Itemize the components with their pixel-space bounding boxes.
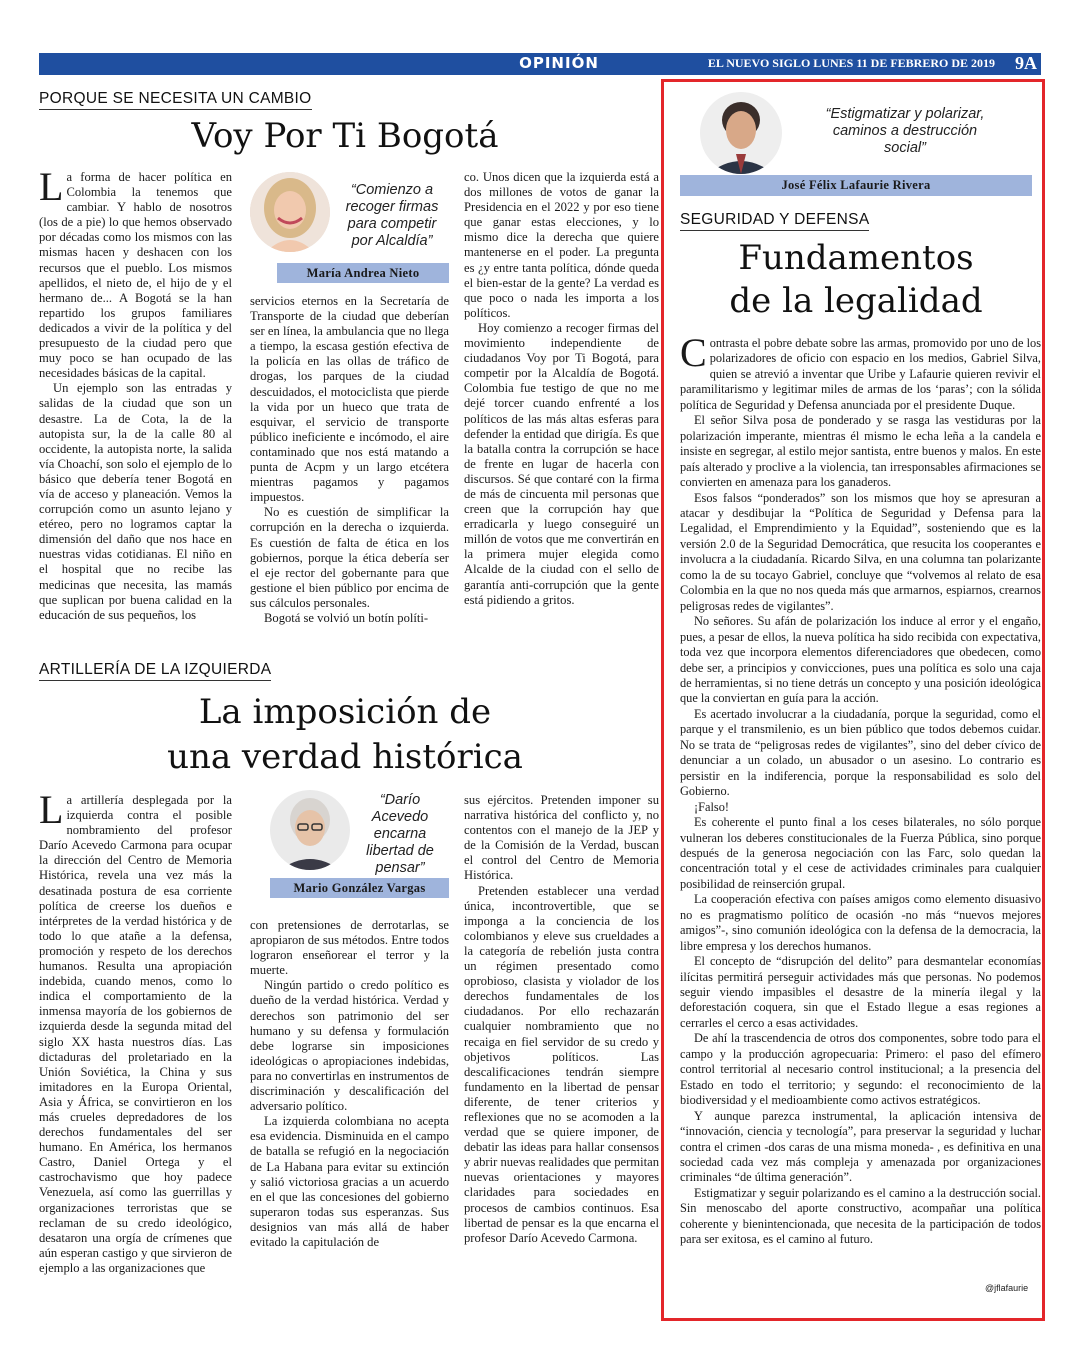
page-header-bar: [39, 53, 1041, 75]
article1-column-2: [250, 294, 449, 626]
article1-author-name: María Andrea Nieto: [277, 263, 449, 283]
article2-title-line1: La imposición de: [198, 692, 492, 732]
article2-author-name: Mario González Vargas: [270, 878, 449, 898]
paragraph: El concepto de “disrupción del delito” para desmantelar economías ilícitas permitirá perseguir actividades más que personas. No podemos seguir viendo impasibles el desastre de la minería ilegal y la deforestación coquera, sin que el Estado llegue a esas regiones a cerrarles el cerco a esas actividades.: [680, 954, 1041, 1030]
paragraph: La izquierda colombiana no acepta esa evidencia. Disminuida en el campo de batalla se refugió en la negociación de La Habana para evitar su extinción y salió victoriosa gracias a un acuerdo en el que las concesiones del gobierno superaron todas sus esperanzas. Sus designios van más allá de haber evitado la capitulación de: [250, 1114, 449, 1249]
article3-quote: “Estigmatizar y polarizar, caminos a destrucción social”: [825, 106, 985, 156]
paragraph: con pretensiones de derrotarlas, se apropiaron de sus métodos. Entre todos lograron enseñorear el terror y la muerte.: [250, 918, 449, 978]
article3-kicker: SEGURIDAD Y DEFENSA: [680, 211, 869, 231]
paragraph: El señor Silva posa de ponderado y se rasga las vestiduras por la polarización imperante, mientras él mismo le echa leña a la candela e insiste en segregar, al estilo mejor santista, entre buenos y malos. En este país alterado y proclive a la violencia, tan irresponsables afirmaciones se convierten en amenaza para los ganaderos.: [680, 413, 1041, 490]
article2-kicker: ARTILLERÍA DE LA IZQUIERDA: [39, 661, 271, 681]
article3-author-name: José Félix Lafaurie Rivera: [680, 175, 1032, 196]
article2-column-3: [464, 793, 659, 1246]
paragraph: La cooperación efectiva con países amigos como elemento disuasivo no es pragmatismo político de ocasión -no más “nuevos mejores amigos”-, sino comunión ideológica con la defensa de la democracia, la libre empresa y los derechos humanos.: [680, 892, 1041, 953]
paragraph: Bogotá se volvió un botín políti-: [264, 610, 429, 625]
dropcap: C: [680, 330, 707, 375]
paragraph: Ningún partido o credo político es dueño de la verdad histórica. Verdad y derechos son patrimonio del ser humano y su defensa y formulación debe lograrse sin imposiciones ideológicas o apropiaciones indebidas, para no convertirlas en instrumentos de discriminación y descalificación del adversario político.: [250, 978, 449, 1114]
paragraph: Es acertado involucrar a la ciudadanía, porque la seguridad, como el parque y el transmilenio, es un bien público que todos debemos cuidar. No se trata de “peligrosas redes de vigilantes”, sino del deber cívico de denunciar a un colado, un abusador o un asesino. Lo contrario es persistir en la indiferencia, porque la responsabilidad es solo del Gobierno.: [680, 706, 1041, 799]
paragraph: Esos falsos “ponderados” son los mismos que hoy se apresuran a atacar y desdibujar la “Política de Seguridad y Defensa para la Legalidad, el Emprendimiento y la Equidad”, sosteniendo que es la versión 2.0 de la Seguridad Democrática, que resucita los cooperantes e involucra a la ciudadanía. Ricardo Silva, en una columna tan polarizante como la de su tocayo Gabriel, concluye que “volvemos al relato de esa Colombia en la que no nos queda más que armarnos, espiarnos, crearnos peligrosas redes de vigilantes”.: [680, 490, 1041, 613]
paragraph: co. Unos dicen que la izquierda está a dos millones de votos de ganar la Presidencia en el 2022 y por eso tiene que ganar estas elecciones, y lo mismo dice la derecha que quiere mantenerse en el poder. La pregunta es ¿y entre tanta política, dónde queda el bien-estar de la gente? La verdad es que poco o nada les importa a los políticos.: [464, 170, 659, 320]
dropcap: L: [39, 164, 64, 209]
article3-title-line2: de la legalidad: [729, 281, 983, 321]
paragraph: ¡Falso!: [694, 799, 729, 814]
article1-author-box: [250, 172, 449, 286]
article3-body: [680, 330, 1041, 1248]
article1-quote: “Comienzo a recoger firmas para competir por Alcaldía”: [345, 182, 439, 249]
paragraph: sus ejércitos. Pretenden imponer su narrativa histórica del conflicto y, no contentos con el manejo de la JEP y de la Comisión de la Verdad, buscan el control del Centro de Memoria Histórica.: [464, 793, 659, 883]
paragraph: De ahí la trascendencia de otros dos componentes, sobre todo para el campo y la producción agropecuaria: Primero: el paso del efímero control territorial al necesario control institucional; a la presencia del Estado en todo el territorio; y segundo: el reconocimiento de la biodiversidad y el medioambiente como activos estratégicos.: [680, 1031, 1041, 1108]
paragraph: Pretenden establecer una verdad única, incontrovertible, que se imponga a la conciencia de los colombianos y eleve sus crueldades a la categoría de rebelión justa contra un régimen presentado como oprobioso, clasista y violador de los derechos fundamentales de los ciudadanos. Por ello rechazarán cualquier nombramiento que no recaiga en fiel servidor de su credo y objetivos políticos. Las descalificaciones tendrán siempre fundamento en la libertad de pensar diferente, de tener criterios y reflexiones que no se acomoden a la verdad que se quiere imponer, de debatir las ideas para hallar consensos y abrir nuevas realidades que permitan nuevas orientaciones y mayores claridades para sociedades en procesos de cambios continuos. Esa libertad de pensar es la que encarna el profesor Darío Acevedo Carmona.: [464, 883, 659, 1245]
paragraph: No es cuestión de simplificar la corrupción en la derecha o izquierda. Es cuestión de falta de ética en los gobiernos, porque la ética debería ser el eje rector del gobernante para que gestione el bien público por encima de sus cálculos personales.: [250, 505, 449, 610]
page-number: 9A: [1015, 53, 1037, 73]
paragraph: ontrasta el pobre debate sobre las armas, promovido por uno de los polarizadores de oficio con espacio en los medios, Gabriel Silva, quien se atrevió a inventar que Uribe y Lafaurie quieren revivir el paramilitarismo y legitimar miles de armas de los ‘paras’; con la sólida política de Seguridad y Defensa anunciada por el presidente Duque.: [680, 336, 1041, 412]
article2-column-1: [39, 787, 232, 1276]
article1-title: Voy Por Ti Bogotá: [191, 116, 499, 156]
article3-author-box: [680, 90, 1032, 198]
article1-column-1: [39, 164, 232, 623]
paragraph: a artillería desplegada por la izquierda contra el posible nombramiento del profesor Darío Acevedo Carmona para ocupar la dirección del Centro de Memoria Histórica, revela una vez más la desatinada postura de esa corriente política de creerse los dueños e intérpretes de la verdad histórica y de todo lo que atañe a la defensa, promoción y respeto de los derechos humanos. Resulta una apropiación indebida, cuando menos, como lo indica el comportamiento de la inmensa mayoría de los gobiernos de izquierda desde la segunda mitad del siglo XX hasta nuestros días. Las dictaduras del proletariado en la Unión Soviética, la China y sus imitadores en la Europa Oriental, Asia y África, se convirtieron en los más crueles depredadores de los derechos fundamentales del ser humano. En América, los hermanos Castro, Daniel Ortega y el castrochavismo que hoy padece Venezuela, así como las guerrillas y organizaciones terroristas que se reclaman de su credo ideológico, desataron una orgía de crímenes que aún esperan castigo y que sirvieron de ejemplo a las organizaciones que: [39, 793, 232, 1275]
portrait-man-photo: [700, 92, 782, 174]
paragraph: a forma de hacer política en Colombia la tenemos que cambiar. Y hablo de nosotros (los de a pie) lo que hemos observado por décadas como los mismos con las mismas hacen y deshacen con los recursos que el pueblo. Los mismos apellidos, el nieto de, el hijo de y el hermano de... A Bogotá se la han repartido los grupos familiares dedicados a vivir de la política y del presupuesto de la ciudad pero que muy poco se han ocupado de las necesidades básicas de la capital.: [39, 170, 232, 381]
portrait-older-man-photo: [270, 790, 350, 870]
portrait-woman-photo: [250, 172, 330, 252]
article1-column-3: [464, 170, 659, 608]
article2-column-2: [250, 918, 449, 1250]
section-title: OPINIÓN: [519, 54, 599, 72]
date-line: EL NUEVO SIGLO LUNES 11 DE FEBRERO DE 2019: [707, 56, 995, 70]
article2-quote: “Darío Acevedo encarna libertad de pensar”: [366, 792, 434, 876]
paragraph: No señores. Su afán de polarización los induce al error y el engaño, pues, a pesar de ellos, la nueva política ha sido recibida con expectativa, toda vez que incorpora elementos diferenciadores que obedecen, como debe ser, a principios y convicciones, pues una política es solo una caja de herramientas, si no tiene detrás un concepto y una posición ideológica que la conviertan en guía para la acción.: [680, 614, 1041, 706]
paragraph: servicios eternos en la Secretaría de Transporte de la ciudad que deberían ser en línea, la ambulancia que no llega a tiempo, la escasa gestión efectiva de la policía en las ollas de tráfico de drogas, los parques de la ciudad descuidados, el motociclista que pierde la vida por un hueco que trata de esquivar, el servicio de transporte público ineficiente e incómodo, el aire contaminado que nos está matando a punta de Acpm y un largo etcétera mientras pagamos y pagamos impuestos.: [250, 294, 449, 505]
paragraph: Estigmatizar y seguir polarizando es el camino a la destrucción social. Sin menoscabo del aporte constructivo, acompañar una política coherente y bienintencionada, que necesita de la participación de todos para ser exitosa, es el camino al futuro.: [680, 1185, 1041, 1247]
article1-kicker: PORQUE SE NECESITA UN CAMBIO: [39, 90, 312, 110]
paragraph: Un ejemplo son las entradas y salidas de la ciudad que son un desastre. La de Cota, la de la autopista sur, la de la calle 80 al occidente, la autopista norte, la salida vía Choachí, son solo el ejemplo de lo básico que debería tener Bogotá en vía de acceso y planeación. Vemos la corrupción como un asunto lejano y etéreo, pero no logramos captar la dimensión del daño que nos hace en nuestras vidas cotidianas. El niño en el hospital que no recibe las medicinas que necesita, las mamás que suplican por buena calidad en la educación de sus pequeños, los: [39, 381, 232, 622]
paragraph: Hoy comienzo a recoger firmas del movimiento independiente de ciudadanos Voy por Ti Bogotá, para competir por la Alcaldía de Bogotá. Colombia fue testigo de que no me dejé torcer cuando enfrenté a los políticos de las más altas esferas para defender la entidad que dirigía. Es que la batalla contra la corrupción se hace de frente en lugar de hacerla con discursos. Sé que contaré con la firma de más de cincuenta mil personas que creen que la corrupción hay que erradicarla y luego conseguiré un millón de votos que me convertirán en la primera mujer elegida como Alcalde de la ciudad con el sello de garantía anti-corrupción que la gente está pidiendo a gritos.: [464, 320, 659, 607]
paragraph: Y aunque parezca instrumental, la aplicación intensiva de “innovación, ciencia y tecnología”, para preservar la seguridad y luchar contra el crimen -dos caras de una misma moneda- , es definitiva en una sociedad cada vez más compleja y amenazada por organizaciones criminales “de última generación”.: [680, 1108, 1041, 1185]
author-social-handle: @jflafaurie: [985, 1283, 1029, 1293]
article3-title-line1: Fundamentos: [738, 238, 974, 278]
article2-title-line2: una verdad histórica: [167, 737, 523, 777]
paragraph: Es coherente el punto final a los ceses bilaterales, no sólo porque vulneran los deberes constitucionales de la Fuerza Pública, sino porque después de la generosa negociación con las Farc, solo quedan la concentración total y el cese de actividades criminales para cualquier posibilidad de reinserción grupal.: [680, 815, 1041, 891]
article2-author-box: [250, 788, 449, 900]
dropcap: L: [39, 787, 64, 832]
